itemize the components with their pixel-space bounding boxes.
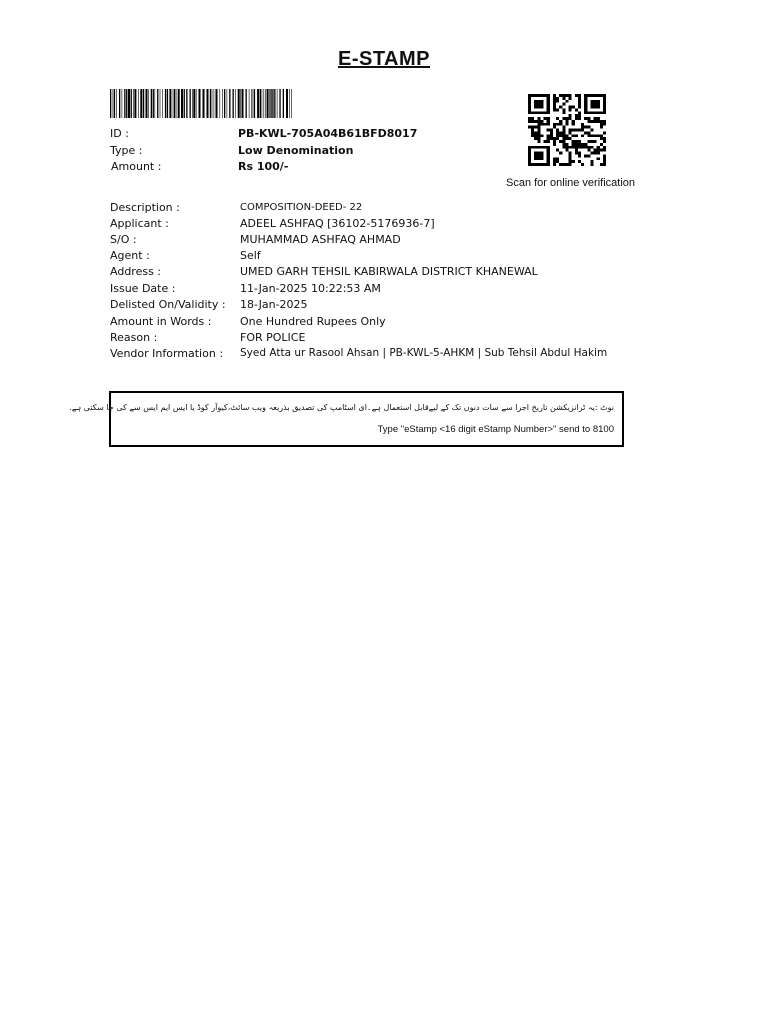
- detail-label: Description :: [110, 201, 180, 214]
- amount-value: Rs 100/-: [238, 160, 289, 173]
- detail-label: Agent :: [110, 249, 150, 262]
- detail-value: 18-Jan-2025: [240, 298, 308, 311]
- detail-value: COMPOSITION-DEED- 22: [240, 202, 363, 213]
- detail-value: UMED GARH TEHSIL KABIRWALA DISTRICT KHANEWAL: [240, 265, 538, 278]
- detail-label: Vendor Information :: [110, 347, 224, 360]
- type-label: Type :: [110, 144, 143, 157]
- urdu-note: نوٹ :یہ ٹرانزیکشن تاریخ اجرا سے سات دنوں تک کے لیےقابل استعمال ہے۔ای اسٹامپ کی تصدیق بذریعہ ویب سائٹ،کیوآر کوڈ یا ایس ایم ایس سے کی جا سکتی ہے.: [69, 403, 614, 412]
- qr-code: [528, 94, 606, 166]
- detail-value: Syed Atta ur Rasool Ahsan | PB-KWL-5-AHKM | Sub Tehsil Abdul Hakim: [240, 347, 608, 359]
- detail-label: Delisted On/Validity :: [110, 298, 226, 311]
- detail-value: Self: [240, 249, 261, 262]
- barcode: [110, 89, 293, 118]
- id-label: ID :: [110, 127, 129, 140]
- type-value: Low Denomination: [238, 144, 354, 157]
- detail-value: MUHAMMAD ASHFAQ AHMAD: [240, 233, 401, 246]
- sms-instruction: Type "eStamp <16 digit eStamp Number>" send to 8100: [377, 424, 614, 435]
- detail-value: ADEEL ASHFAQ [36102-5176936-7]: [240, 217, 435, 230]
- detail-label: Applicant :: [110, 217, 169, 230]
- id-value: PB-KWL-705A04B61BFD8017: [238, 127, 418, 140]
- amount-label: Amount :: [111, 160, 162, 173]
- detail-value: 11-Jan-2025 10:22:53 AM: [240, 282, 381, 295]
- detail-label: Issue Date :: [110, 282, 176, 295]
- verification-note-box: [69, 391, 624, 447]
- detail-label: Address :: [110, 265, 162, 278]
- detail-value: One Hundred Rupees Only: [240, 315, 386, 328]
- detail-value: FOR POLICE: [240, 331, 306, 344]
- qr-caption: Scan for online verification: [506, 177, 636, 189]
- detail-label: Reason :: [110, 331, 158, 344]
- detail-label: Amount in Words :: [110, 315, 212, 328]
- page-title: E-STAMP: [337, 48, 430, 70]
- detail-label: S/O :: [110, 233, 137, 246]
